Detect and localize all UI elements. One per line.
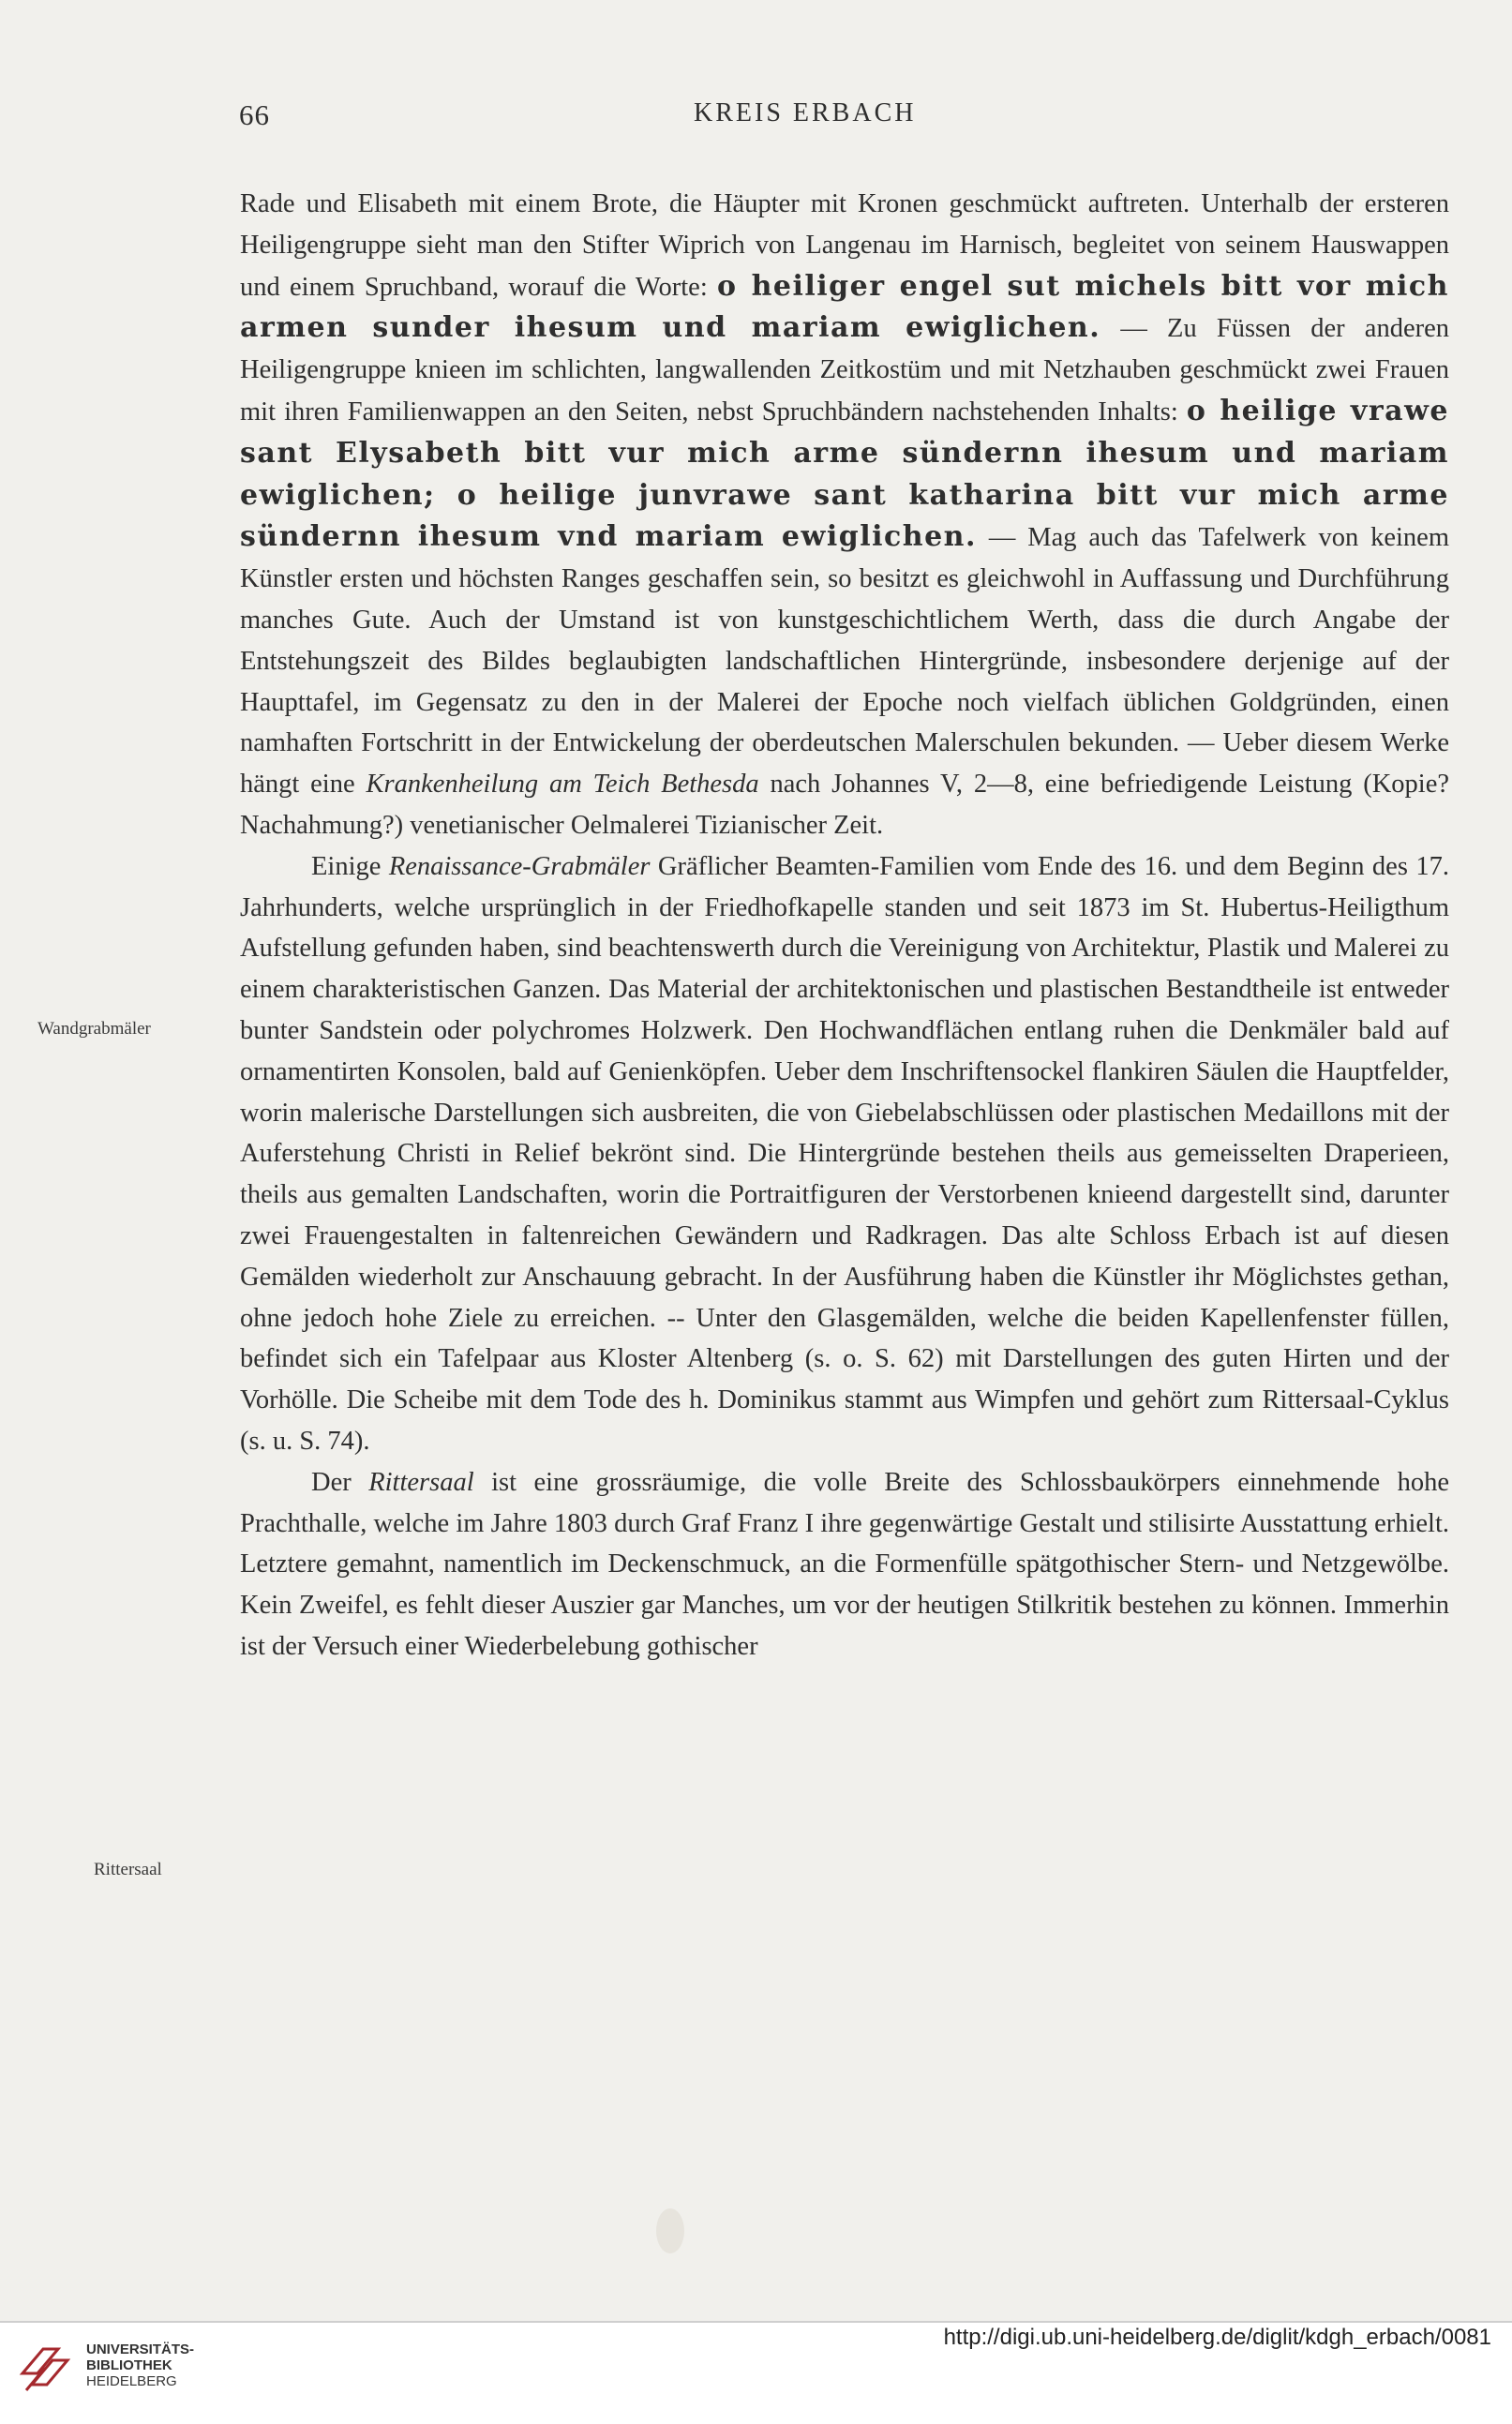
paragraph-rittersaal: [240, 1462, 1449, 1668]
text-run: Einige: [311, 851, 389, 881]
running-head: KREIS ERBACH: [694, 98, 917, 127]
italic-title-krankenheilung: Krankenheilung am Teich Bethesda: [366, 770, 759, 800]
paper-stain: [656, 2208, 684, 2253]
text-run: nach Johannes V, 2—8, eine befriedigende Leistung (Kopie? Nachahmung?) venetianischer Oelmalerei Tizianischer Zeit.: [240, 770, 1449, 840]
university-library-logo-icon[interactable]: [17, 2336, 77, 2396]
body-text: [240, 184, 1449, 1668]
blackletter-inscription-2: o heilige vrawe sant Elysabeth bitt vur mich arme sündernn ihesum und mariam ewiglichen; o heilige junvrawe sant katharina bitt vur mich arme sündernn ihesum vnd mariam ewiglichen.: [240, 394, 1449, 554]
text-run: ist eine grossräumige, die volle Breite des Schlossbaukörpers einnehmende hohe Prachthalle, welche im Jahre 1803 durch Graf Franz I ihre gegenwärtige Gestalt und stilisirte Ausstattung erhielt. Letztere gemahnt, namentlich im Deckenschmuck, an die Formenfülle spätgothischer Stern- und Netzgewölbe. Kein Zweifel, es fehlt dieser Auszier gar Manches, um vor der heutigen Stilkritik bestehen zu können. Immerhin ist der Versuch einer Wiederbelebung gothischer: [240, 1467, 1449, 1661]
text-run: — Zu Füssen der anderen Heiligengruppe knieen im schlichten, langwallenden Zeitkostüm und mit Netzhauben geschmückt zwei Frauen mit ihren Familienwappen an den Seiten, nebst Spruchbändern nachstehenden Inhalts:: [240, 314, 1449, 426]
library-line-3: HEIDELBERG: [86, 2373, 177, 2389]
paragraph-wandgrabmaler: [240, 846, 1449, 1462]
italic-term-rittersaal: Rittersaal: [368, 1467, 474, 1497]
italic-term-renaissance-grabmaler: Renaissance-Grabmäler: [388, 851, 651, 881]
permalink-url[interactable]: http://digi.ub.uni-heidelberg.de/diglit/kdgh_erbach/0081: [943, 2325, 1491, 2350]
library-name[interactable]: [86, 2342, 194, 2389]
library-line-2: BIBLIOTHEK: [86, 2357, 172, 2373]
footer-divider: [0, 2321, 1512, 2323]
blackletter-inscription-1: o heiliger engel sut michels bitt vor mich armen sunder ihesum und mariam ewiglichen.: [240, 269, 1449, 345]
text-run: Rade und Elisabeth mit einem Brote, die Häupter mit Kronen geschmückt auftreten. Unterhalb der ersteren Heiligengruppe sieht man den Stifter Wiprich von Langenau im Harnisch, begleitet von seinem Hauswappen und einem Spruchband, worauf die Worte:: [240, 189, 1449, 302]
text-run: Gräflicher Beamten-Familien vom Ende des 16. und dem Beginn des 17. Jahrhunderts, welche ursprünglich in der Friedhofkapelle standen und seit 1873 im St. Hubertus-Heiligthum Aufstellung gefunden haben, sind beachtenswerth durch die Vereinigung von Architektur, Plastik und Malerei zu einem charakteristischen Ganzen. Das Material der architektonischen und plastischen Bestandtheile ist entweder bunter Sandstein oder polychromes Holzwerk. Den Hochwandflächen entlang ruhen die Denkmäler bald auf ornamentirten Konsolen, bald auf Genienköpfen. Ueber dem Inschriftensockel flankiren Säulen die Hauptfelder, worin malerische Darstellungen sich ausbreiten, die von Giebelabschlüssen oder plastischen Medaillons mit der Auferstehung Christi in Relief bekrönt sind. Die Hintergründe bestehen theils aus gemeisselten Draperieen, theils aus gemalten Landschaften, worin die Portraitfiguren der Verstorbenen knieend dargestellt sind, darunter zwei Frauengestalten in faltenreichen Gewändern und Radkragen. Das alte Schloss Erbach ist auf diesen Gemälden wiederholt zur Anschauung gebracht. In der Ausführung haben die Künstler ihr Möglichstes gethan, ohne jedoch hohe Ziele zu erreichen. -- Unter den Glasgemälden, welche die beiden Kapellenfenster füllen, befindet sich ein Tafelpaar aus Kloster Altenberg (s. o. S. 62) mit Darstellungen des guten Hirten und der Vorhölle. Die Scheibe mit dem Tode des h. Dominikus stammt aus Wimpfen und gehört zum Rittersaal-Cyklus (s. u. S. 74).: [240, 851, 1449, 1456]
paragraph-altar-panels: [240, 184, 1449, 846]
margin-note-wandgrabmaler: Wandgrabmäler: [37, 1019, 151, 1039]
library-line-1: UNIVERSITÄTS-: [86, 2342, 195, 2357]
text-run: Der: [311, 1467, 369, 1497]
margin-note-rittersaal: Rittersaal: [94, 1860, 162, 1879]
page-number: 66: [239, 98, 270, 131]
text-run: — Mag auch das Tafelwerk von keinem Künstler ersten und höchsten Ranges geschaffen sein, so besitzt es gleichwohl in Auffassung und Durchführung manches Gute. Auch der Umstand ist von kunstgeschichtlichem Werth, dass die durch Angabe der Entstehungszeit des Bildes beglaubigten landschaftlichen Hintergründe, insbesondere derjenige auf der Haupttafel, im Gegensatz zu den in der Malerei der Epoche noch vielfach üblichen Goldgründen, einen namhaften Fortschritt in der Entwickelung der oberdeutschen Malerschulen bekunden. — Ueber diesem Werke hängt eine: [240, 523, 1449, 800]
